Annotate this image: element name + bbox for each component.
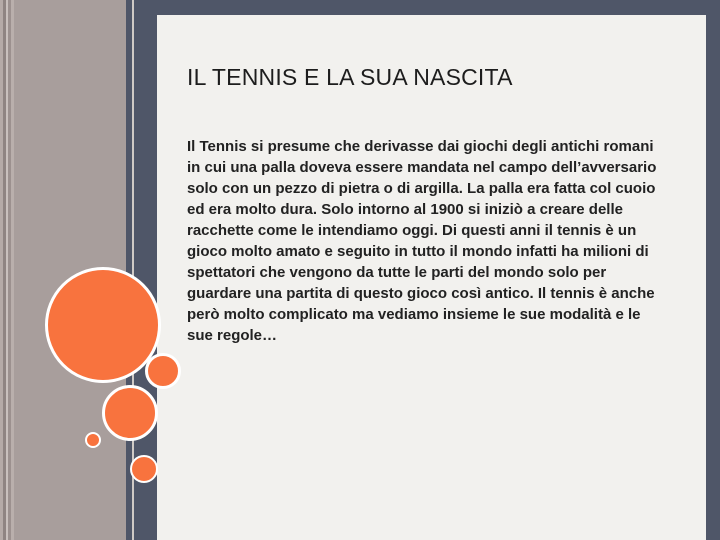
decorative-circle-large <box>45 267 161 383</box>
slide-title: IL TENNIS E LA SUA NASCITA <box>187 64 513 90</box>
decorative-circle-small-lower <box>130 455 158 483</box>
left-edge-stripes <box>0 0 14 540</box>
decorative-circle-tiny <box>85 432 101 448</box>
decorative-circle-small-upper <box>145 353 181 389</box>
decorative-circle-medium <box>102 385 158 441</box>
slide-body-text: Il Tennis si presume che derivasse dai giochi degli antichi romani in cui una palla doveva essere mandata nel campo dell’avversario solo con un pezzo di pietra o di argilla. La palla era fatta col cuoio ed era molto dura. Solo intorno al 1900 si iniziò a creare delle racchette come le intendiamo oggi. Di questi anni il tennis è un gioco molto amato e seguito in tutto il mondo infatti ha milioni di spettatori che vengono da tutte le parti del mondo solo per guardare una partita di questo gioco così antico. Il tennis è anche però molto complicato ma vediamo insieme le sue modalità e le sue regole… <box>187 138 657 344</box>
